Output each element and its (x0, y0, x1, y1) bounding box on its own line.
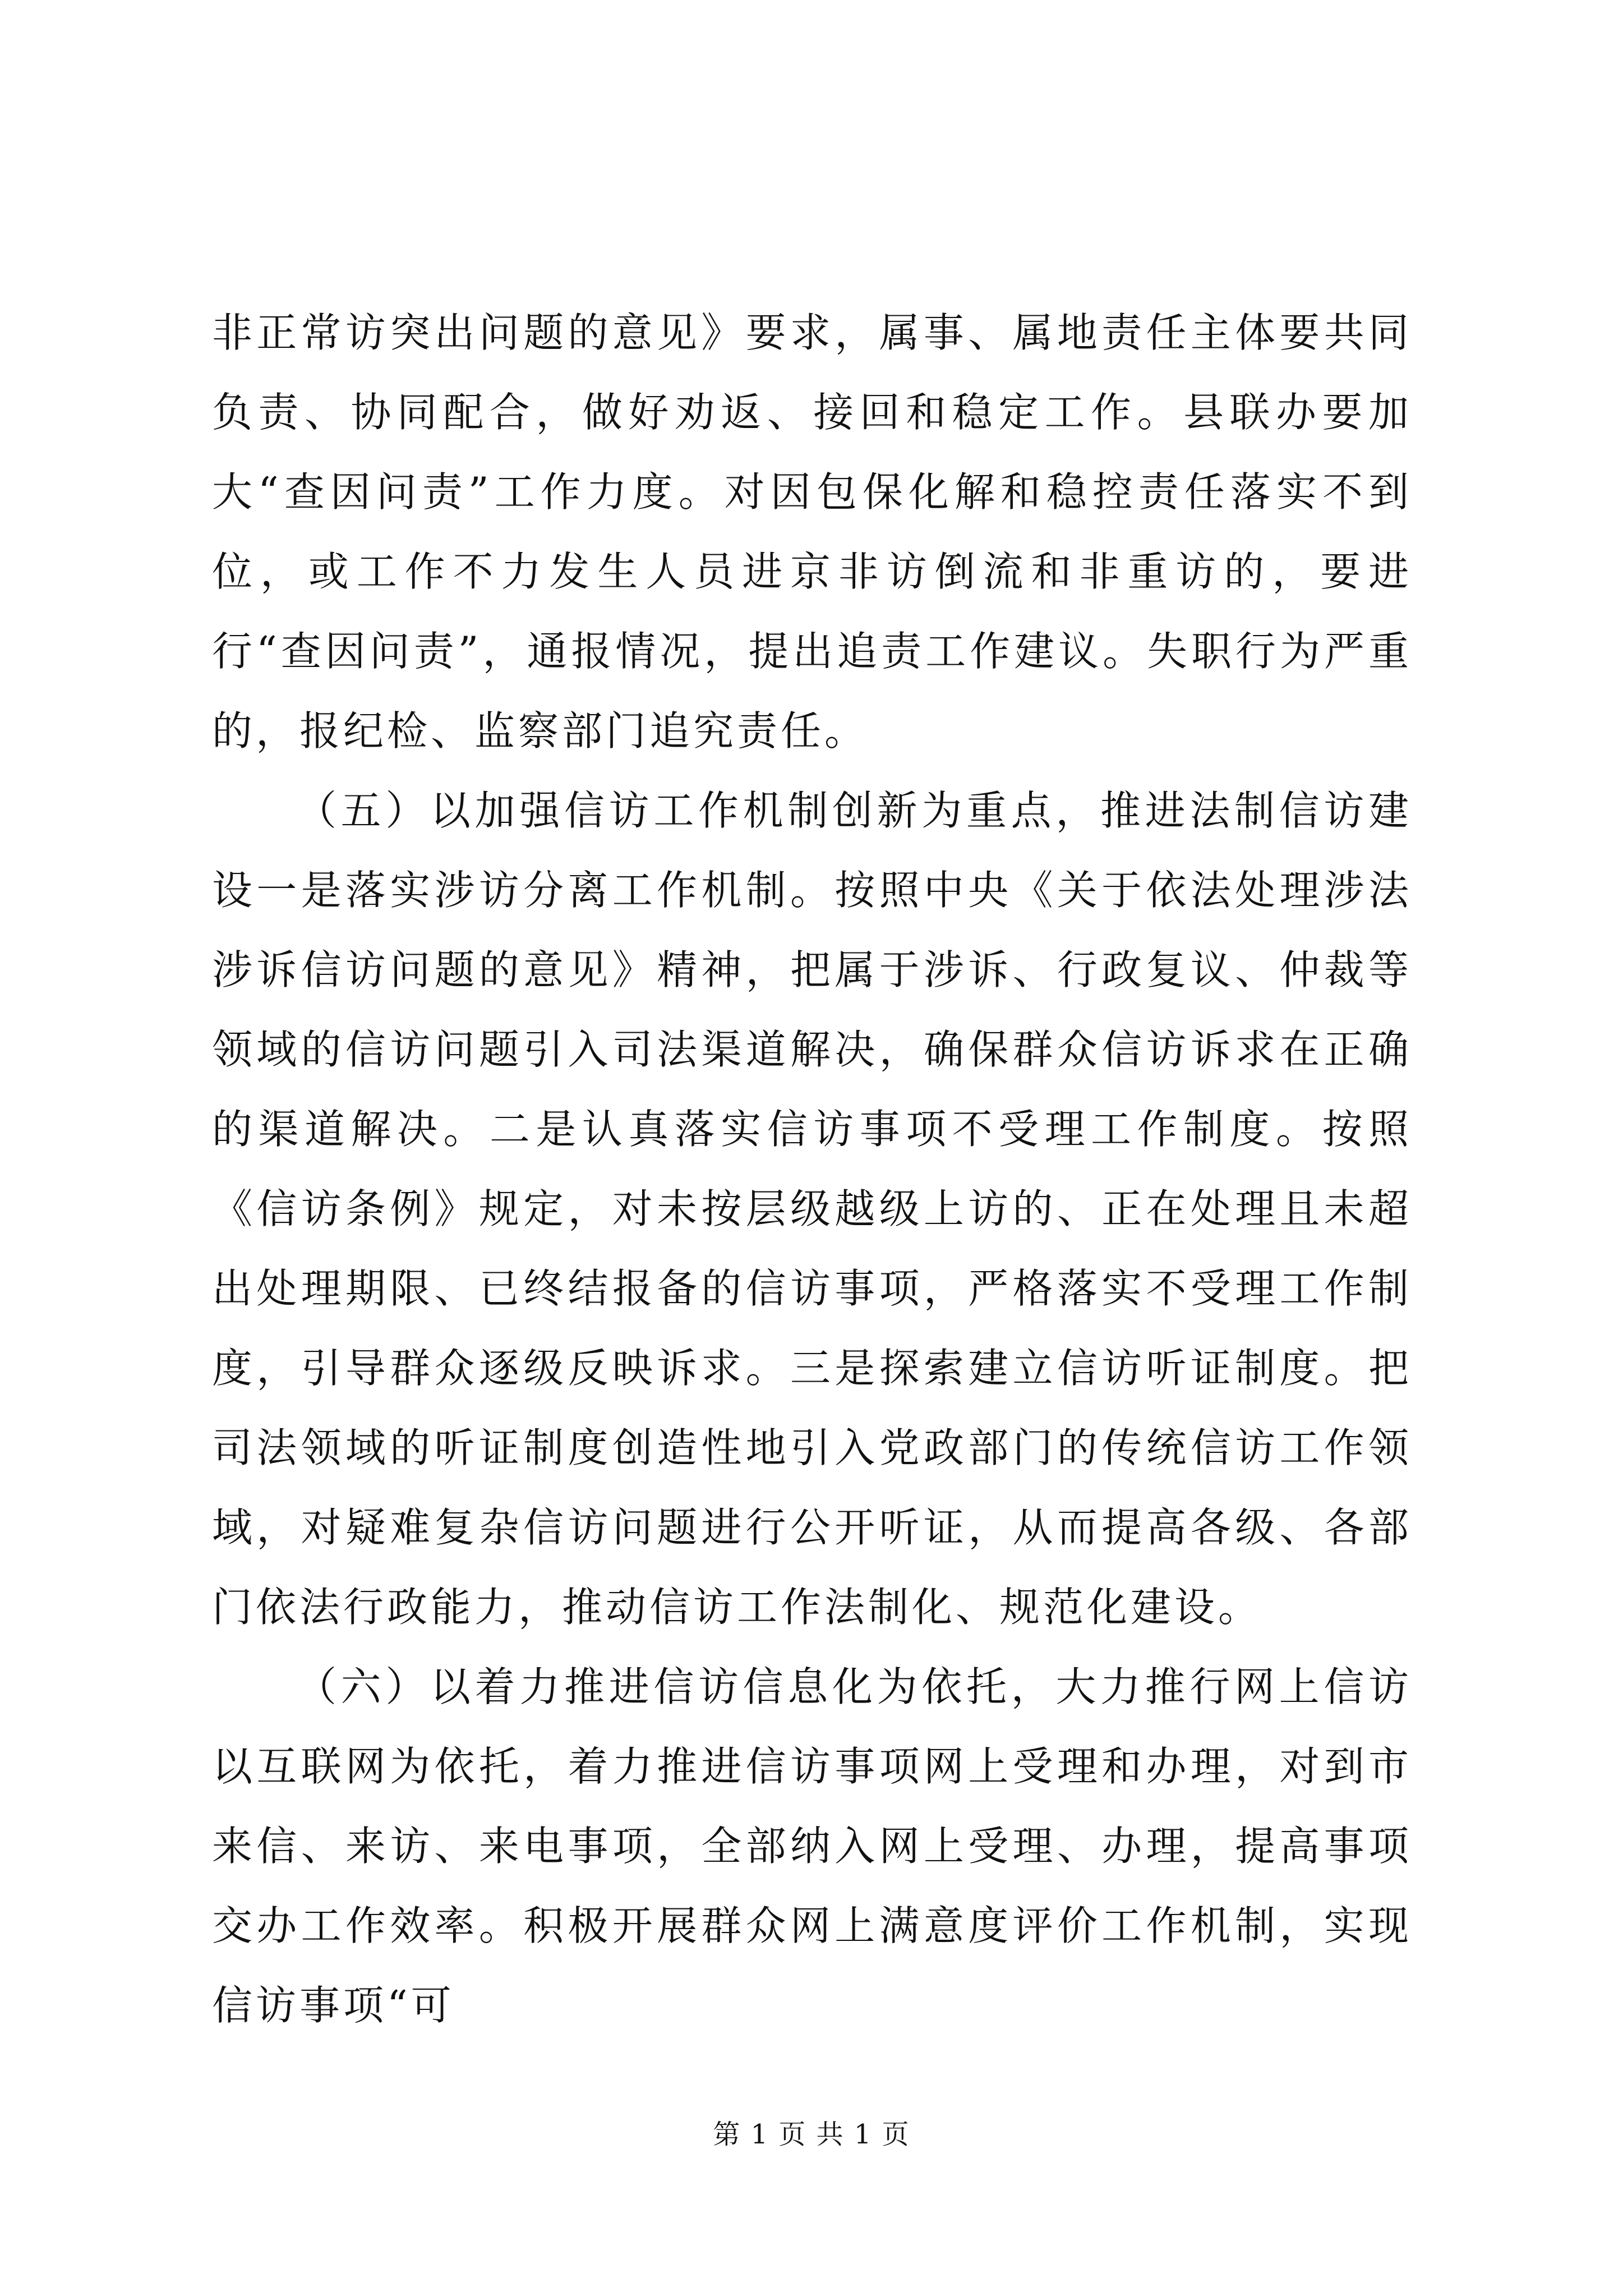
paragraph-2: （五）以加强信访工作机制创新为重点，推进法制信访建设一是落实涉访分离工作机制。按照中央《关于依法处理涉法涉诉信访问题的意见》精神，把属于涉诉、行政复议、仲裁等领域的信访问题引入司法渠道解决，确保群众信访诉求在正确的渠道解决。二是认真落实信访事项不受理工作制度。按照《信访条例》规定，对未按层级越级上访的、正在处理且未超出处理期限、已终结报备的信访事项，严格落实不受理工作制度，引导群众逐级反映诉求。三是探索建立信访听证制度。把司法领域的听证制度创造性地引入党政部门的传统信访工作领域，对疑难复杂信访问题进行公开听证，从而提高各级、各部门依法行政能力，推动信访工作法制化、规范化建设。 (212, 787, 1412, 1631)
paragraph-3: （六）以着力推进信访信息化为依托，大力推行网上信访以互联网为依托，着力推进信访事项网上受理和办理，对到市来信、来访、来电事项，全部纳入网上受理、办理，提高事项交办工作效率。积极开展群众网上满意度评价工作机制，实现信访事项“可 (212, 1663, 1412, 2029)
document-body (212, 293, 1412, 2045)
page-footer: 第 1 页 共 1 页 (713, 2119, 910, 2150)
paragraph-1: 非正常访突出问题的意见》要求，属事、属地责任主体要共同负责、协同配合，做好劝返、接回和稳定工作。县联办要加大“查因问责”工作力度。对因包保化解和稳控责任落实不到位，或工作不力发生人员进京非访倒流和非重访的，要进行“查因问责”，通报情况，提出追责工作建议。失职行为严重的，报纪检、监察部门追究责任。 (212, 309, 1412, 754)
